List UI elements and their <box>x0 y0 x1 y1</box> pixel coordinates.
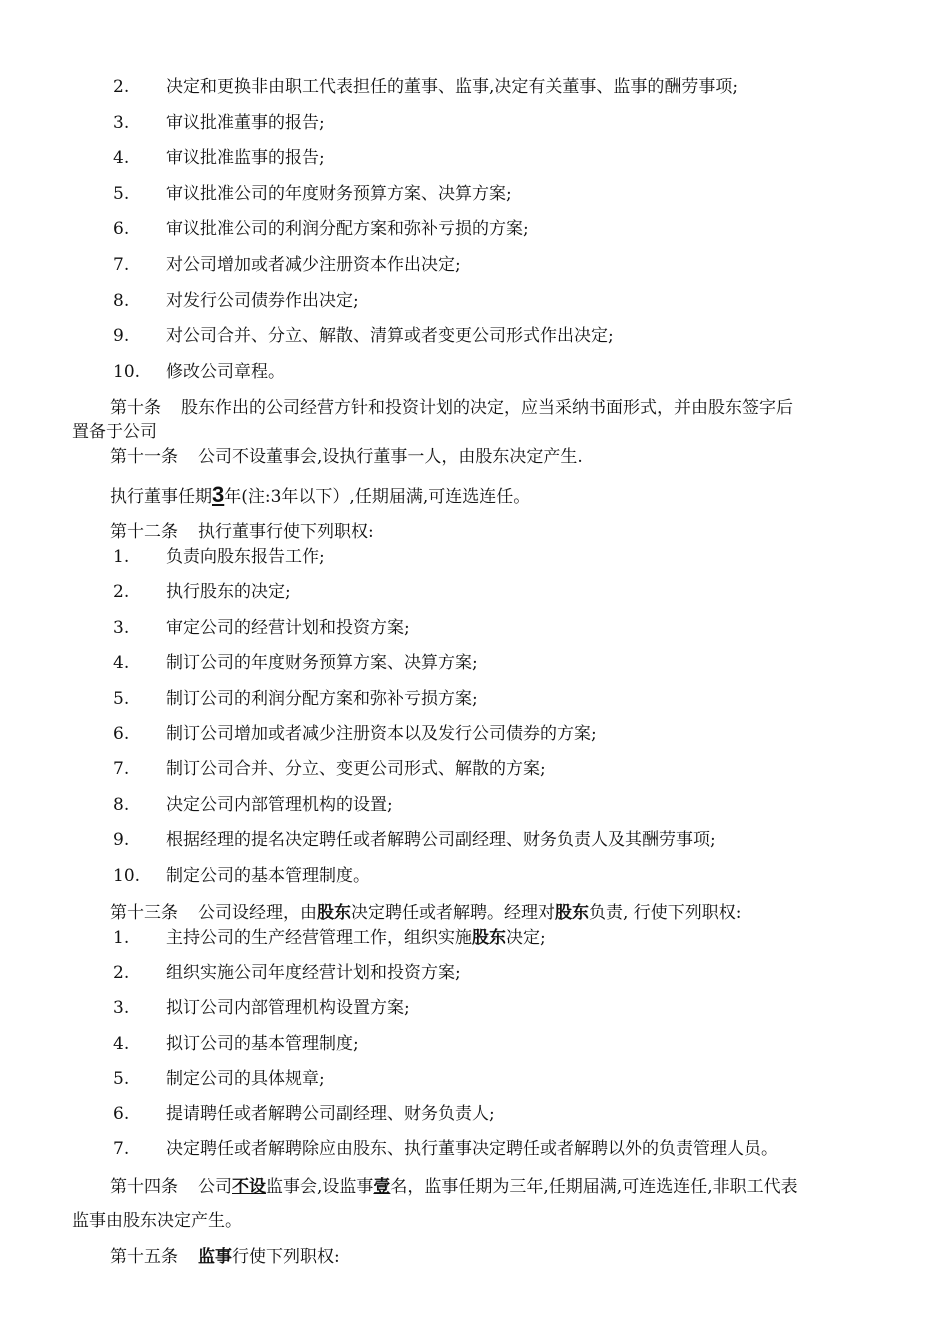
list-item-text: 审议批准公司的年度财务预算方案、决算方案; <box>166 183 512 204</box>
list-item-number: 8. <box>113 290 130 311</box>
list-item-number: 9. <box>113 326 130 347</box>
list-item-number: 2. <box>113 963 130 984</box>
list-item-text: 制订公司增加或者减少注册资本以及发行公司债券的方案; <box>166 724 597 744</box>
article-11-text: 公司不设董事会,设执行董事一人，由股东决定产生. <box>198 447 583 467</box>
list-item-number: 4. <box>113 148 130 169</box>
list-item-text-post: 决定; <box>506 928 546 948</box>
list-item-text: 制定公司的基本管理制度。 <box>166 865 370 886</box>
director-term <box>110 484 530 508</box>
list-item-text <box>166 1138 778 1160</box>
list-item-number: 2. <box>113 77 130 97</box>
list-item-number: 3. <box>113 112 130 133</box>
list-item-number: 7. <box>113 759 130 780</box>
list-item-number: 10. <box>113 865 141 886</box>
list-item-number: 3. <box>113 617 130 638</box>
list-item-number: 5. <box>113 688 130 709</box>
article-13-bold-1: 股东 <box>317 903 351 923</box>
list-item-number: 3. <box>113 998 130 1019</box>
list-item-number: 2. <box>113 582 130 603</box>
term-suffix: 年(注:3年以下）,任期届满,可连选连任。 <box>224 487 531 507</box>
list-item-text <box>166 1068 325 1090</box>
list-item-number: 4. <box>113 1033 130 1054</box>
article-14-text-1: 公司 <box>198 1177 232 1197</box>
article-13-label: 第十三条 <box>110 903 178 923</box>
list-item-text: 决定公司内部管理机构的设置; <box>166 794 393 815</box>
list-item-text: 审议批准董事的报告; <box>166 112 325 133</box>
list-item-text: 决定和更换非由职工代表担任的董事、监事,决定有关董事、监事的酬劳事项; <box>166 77 739 97</box>
list-item-number: 7. <box>113 255 130 275</box>
article-14-underlined: 不设 <box>232 1177 266 1197</box>
list-item-text: 审议批准监事的报告; <box>166 148 325 169</box>
list-item-text <box>166 1103 495 1125</box>
list-item-text: 制订公司的年度财务预算方案、决算方案; <box>166 653 478 674</box>
article-13-text-3: 负责, 行使下列职权: <box>589 903 742 923</box>
list-item-text-pre: 拟订公司内部管理机构设置方案; <box>166 998 410 1019</box>
article-13-bold-2: 股东 <box>555 903 589 923</box>
list-item-text <box>166 997 410 1019</box>
list-item-text <box>166 1033 359 1055</box>
list-item-text: 对公司增加或者减少注册资本作出决定; <box>166 255 461 275</box>
list-item-number: 5. <box>113 183 130 204</box>
list-item-text: 对公司合并、分立、解散、清算或者变更公司形式作出决定; <box>166 326 614 347</box>
list-item-number: 6. <box>113 724 130 744</box>
article-11 <box>110 446 583 468</box>
list-item-text-pre: 决定聘任或者解聘除应由股东、执行董事决定聘任或者解聘以外的负责管理人员。 <box>166 1139 778 1160</box>
article-10 <box>110 397 793 419</box>
list-item-number: 10. <box>113 361 141 382</box>
list-item-number: 1. <box>113 928 130 948</box>
list-item-text: 对发行公司债券作出决定; <box>166 290 359 311</box>
article-12-label: 第十二条 <box>110 522 178 542</box>
article-10-label: 第十条 <box>110 398 161 418</box>
article-11-label: 第十一条 <box>110 447 178 467</box>
article-13-text-2: 决定聘任或者解聘。经理对 <box>351 903 555 923</box>
article-14-text-2: 监事会,设监事 <box>266 1177 374 1197</box>
term-prefix: 执行董事任期 <box>110 487 212 507</box>
list-item-text-pre: 拟订公司的基本管理制度; <box>166 1033 359 1054</box>
article-15-bold: 监事 <box>198 1247 232 1267</box>
list-item-text-pre: 组织实施公司年度经营计划和投资方案; <box>166 963 461 984</box>
list-item-text: 制订公司的利润分配方案和弥补亏损方案; <box>166 688 478 709</box>
list-item-number: 7. <box>113 1139 130 1160</box>
list-item-text <box>166 962 461 984</box>
list-item-number: 6. <box>113 219 130 240</box>
list-item-number: 6. <box>113 1104 130 1124</box>
list-item-text: 制订公司合并、分立、变更公司形式、解散的方案; <box>166 759 546 780</box>
list-item-number: 4. <box>113 653 130 674</box>
list-item-text-pre: 制定公司的具体规章; <box>166 1068 325 1089</box>
list-item-text-pre: 提请聘任或者解聘公司副经理、财务负责人; <box>166 1104 495 1124</box>
term-years: 3 <box>212 482 225 507</box>
article-13 <box>110 902 742 924</box>
article-14-text-3: 名，监事任期为三年,任期届满,可连选连任,非职工代表 <box>390 1177 798 1197</box>
list-item-number: 9. <box>113 830 130 851</box>
article-14-count: 壹 <box>373 1177 391 1197</box>
article-13-text-1: 公司设经理，由 <box>198 903 317 923</box>
list-item-text: 根据经理的提名决定聘任或者解聘公司副经理、财务负责人及其酬劳事项; <box>166 830 716 851</box>
article-14 <box>110 1176 798 1198</box>
list-item-number: 1. <box>113 547 130 567</box>
list-item-text-pre: 主持公司的生产经营管理工作，组织实施 <box>166 928 472 948</box>
article-14-continuation: 监事由股东决定产生。 <box>72 1211 242 1231</box>
list-item-text: 修改公司章程。 <box>166 361 285 382</box>
list-item-text: 执行股东的决定; <box>166 582 291 603</box>
list-item-text: 审定公司的经营计划和投资方案; <box>166 617 410 638</box>
article-14-label: 第十四条 <box>110 1177 178 1197</box>
list-item-number: 5. <box>113 1068 130 1089</box>
list-item-text <box>166 927 546 949</box>
list-item-text-bold: 股东 <box>472 928 506 948</box>
article-10-continuation: 置备于公司 <box>72 422 157 442</box>
list-item-text: 负责向股东报告工作; <box>166 547 325 567</box>
list-item-number: 8. <box>113 794 130 815</box>
article-15 <box>110 1246 340 1268</box>
article-15-text: 行使下列职权: <box>232 1247 340 1267</box>
list-item-text: 审议批准公司的利润分配方案和弥补亏损的方案; <box>166 219 529 240</box>
article-15-label: 第十五条 <box>110 1247 178 1267</box>
article-12-text: 执行董事行使下列职权: <box>198 522 374 542</box>
article-10-text: 股东作出的公司经营方针和投资计划的决定，应当采纳书面形式，并由股东签字后 <box>181 398 793 418</box>
article-12 <box>110 521 374 543</box>
